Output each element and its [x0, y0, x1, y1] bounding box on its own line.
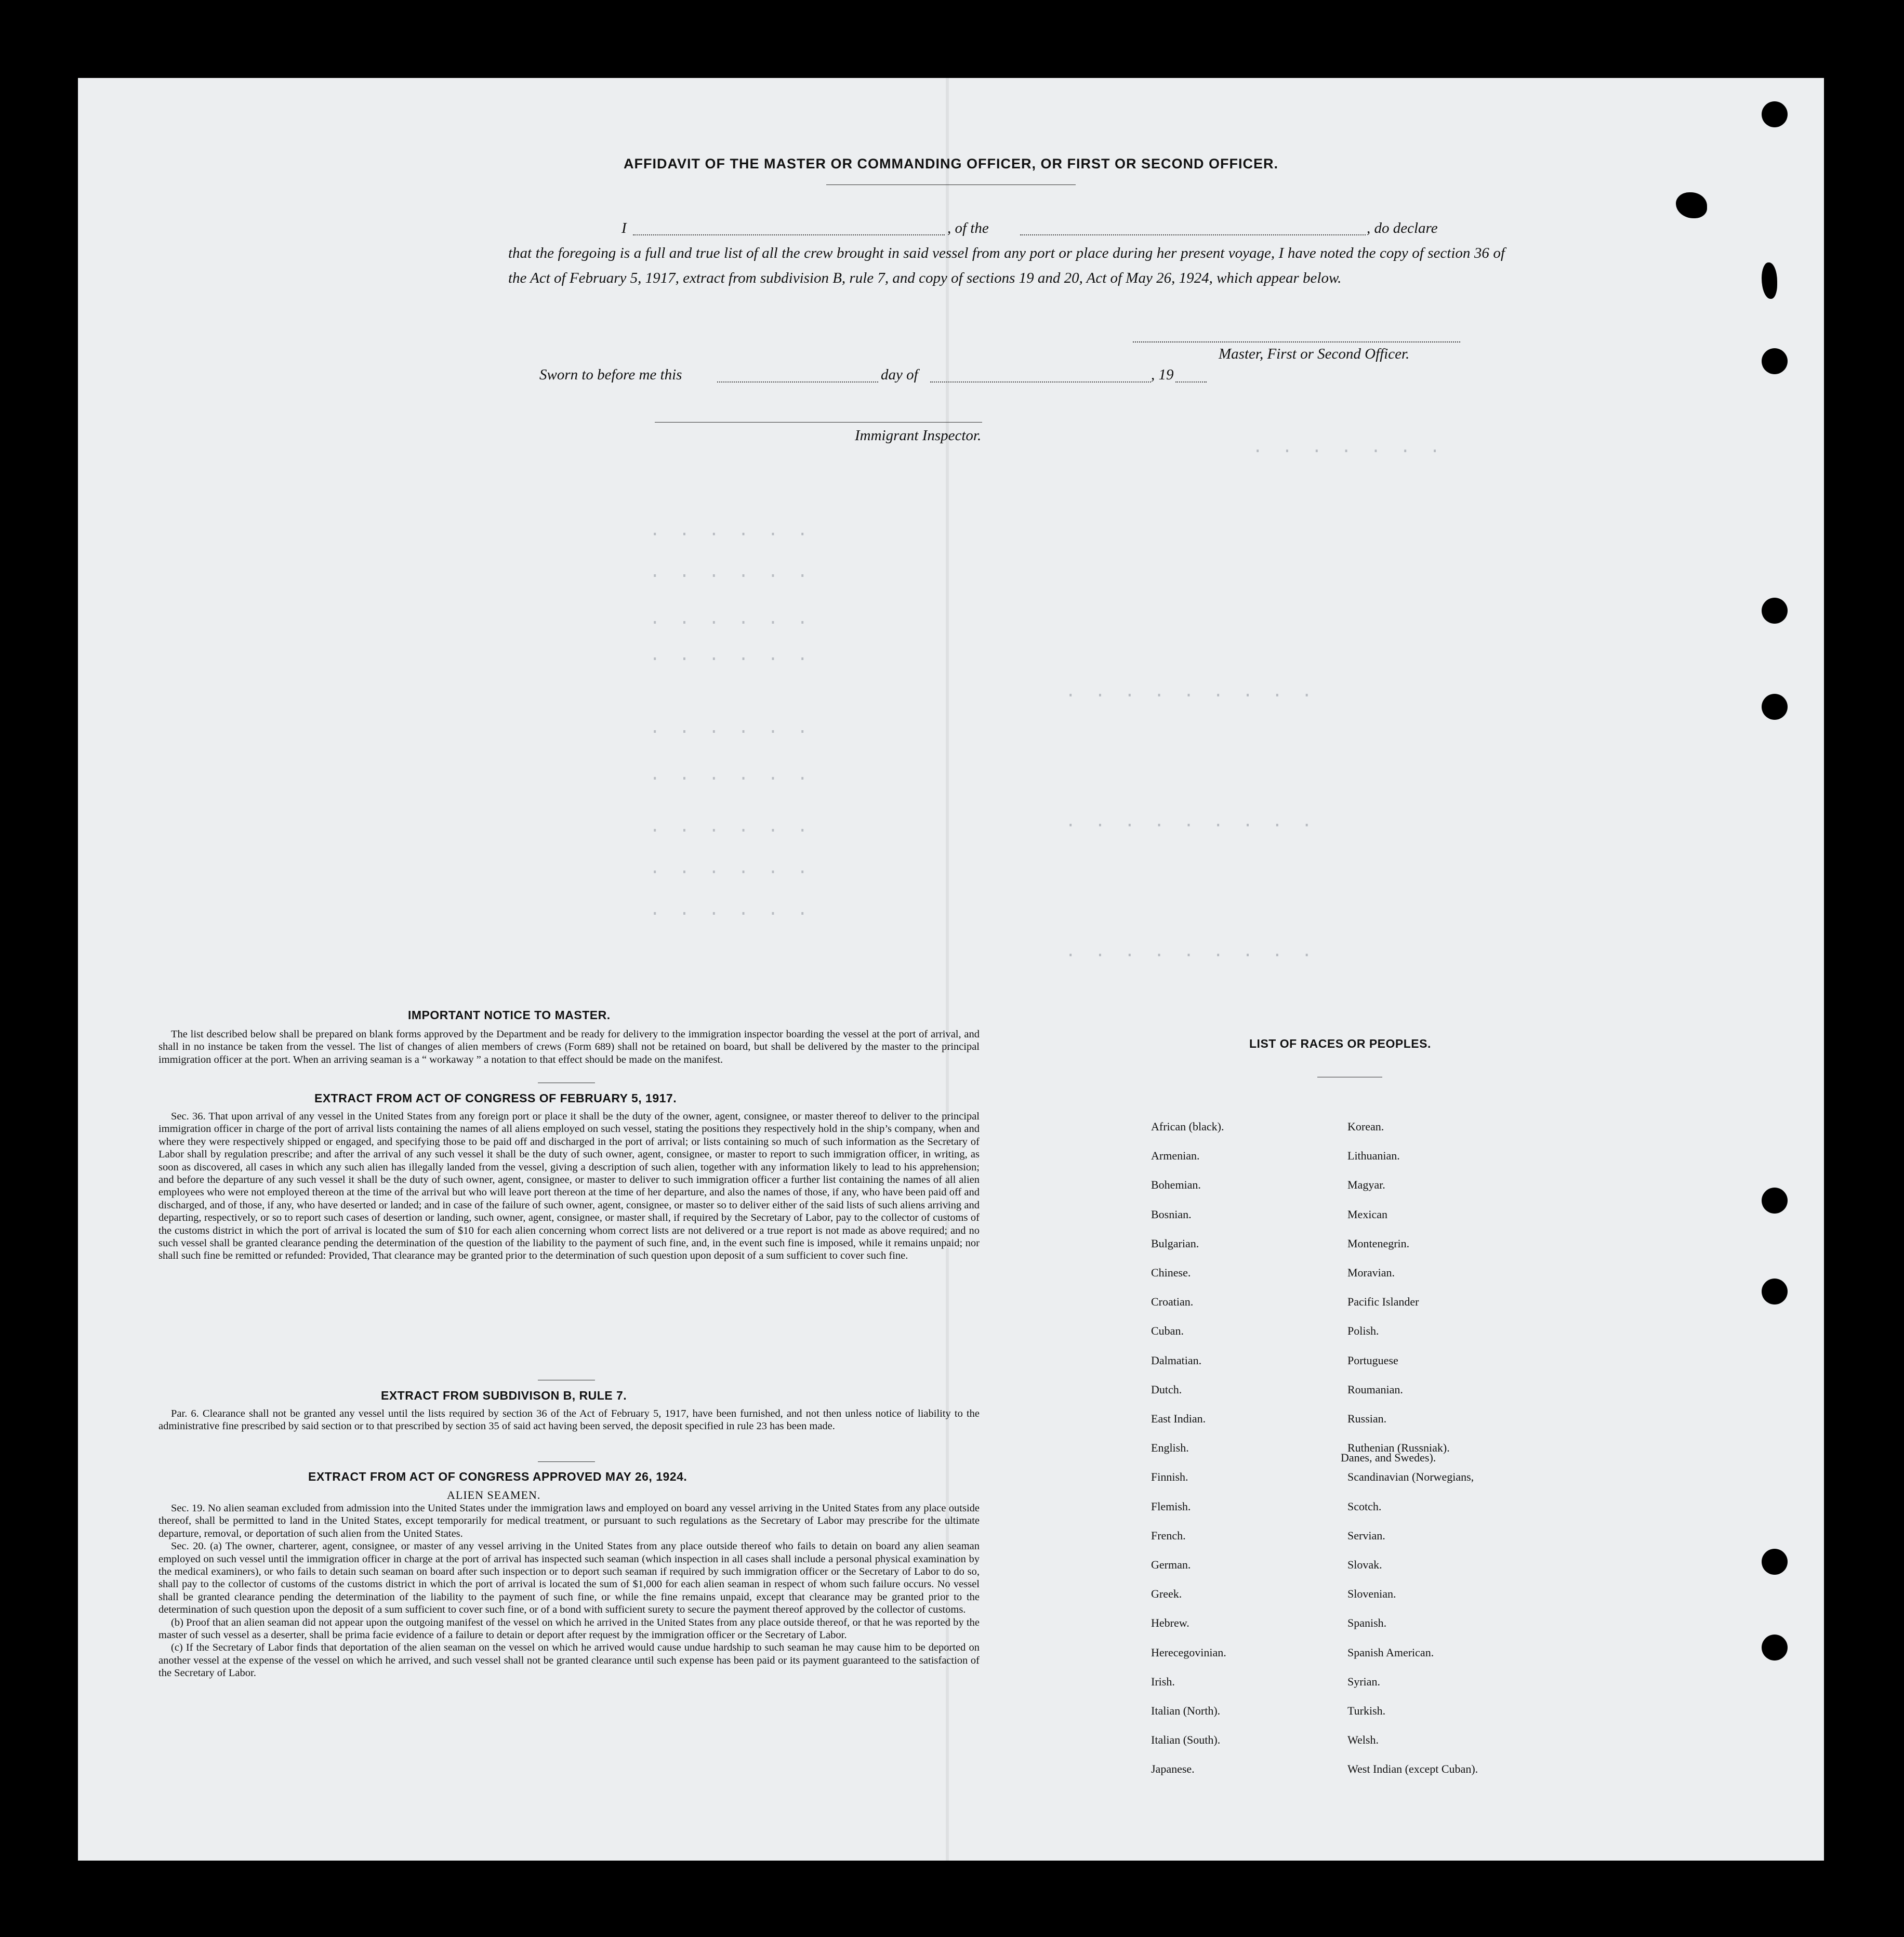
race-item: Ruthenian (Russniak). [1347, 1441, 1450, 1455]
race-item: Slovenian. [1347, 1587, 1396, 1601]
race-item: Bosnian. [1151, 1207, 1192, 1221]
sworn-label: Sworn to before me this [539, 366, 682, 383]
sec20b-paragraph: (b) Proof that an alien seaman did not appear upon the outgoing manifest of the vessel on which he arrived in the United States from any place outside thereof, or that he was reported by the master of such vessel as a deserter, shall be prima facie evidence of a failure to detain or deport after request by the immigration officer or the Secretary of Labor. [158, 1616, 980, 1641]
race-item: Pacific Islander [1347, 1295, 1419, 1309]
race-item: Chinese. [1151, 1266, 1191, 1279]
race-item: Cuban. [1151, 1324, 1184, 1338]
race-item: Scandinavian (Norwegians, [1347, 1470, 1474, 1484]
race-item: Bohemian. [1151, 1178, 1201, 1192]
extract-1917-text [158, 1110, 980, 1262]
sec20a-paragraph: Sec. 20. (a) The owner, charterer, agent, consignee, or master of any vessel arriving in the United States from any place outside thereof who fails to detain on board any alien seaman employed on such vessel until the immigration officer in charge at the port of arrival has inspected such seaman (which inspection in all cases shall include a personal physical examination by the medical examiners), or who fails to detain such seaman on board after such inspection or to deport such seaman if required by such immigration officer or the Secretary of Labor to do so, shall pay to the collector of customs of the customs district in which the port of arrival is located the sum of $1,000 for each alien seaman in respect of whom such failure occurs. No vessel shall be granted clearance pending the determination of the liability to the payment of such fine, or while the fine remains unpaid, except that clearance may be granted prior to the determination of such question upon the deposit of a sum sufficient to cover such fine, or of a bond with sufficient surety to secure the payment thereof approved by the collector of customs. [158, 1540, 980, 1616]
extract-1917-paragraph: Sec. 36. That upon arrival of any vessel in the United States from any foreign port or place it shall be the duty of the owner, agent, consignee, or master thereof to deliver to the principal immigration officer in charge of the port of arrival lists containing the names of all aliens employed on such vessel, stating the positions they respectively hold in the ship’s company, when and where they were respectively shipped or engaged, and specifying those to be paid off and discharged in the port of arrival; or lists containing so much of such information as the Secretary of Labor shall by regulation prescribe; and after the arrival of any such vessel it shall be the duty of such owner, agent, consignee, or master to report to such immigration officer, in writing, as soon as discovered, all cases in which any such alien has illegally landed from the vessel, giving a description of such alien, together with any information likely to lead to his apprehension; and before the departure of any such vessel it shall be the duty of such owner, agent, consignee, or master to deliver to such immigration officer a further list containing the names of all alien employees who were not employed thereon at the time of the arrival but who will leave port thereon at the time of her departure, and also the names of those, if any, who have been paid off and discharged, and of those, if any, who have deserted or landed; and in case of the failure of such owner, agent, consignee, or master so to deliver either of the said lists of such aliens arriving and departing, respectively, or so to report such cases of desertion or landing, such owner, agent, consignee, or master shall, if required by the Secretary of Labor, pay to the collector of customs of the customs district in which the port of arrival is located the sum of $10 for each alien concerning whom correct lists are not delivered or a true report is not made as above required; and no such vessel shall be granted clearance pending the determination of the question of the liability to the payment of such fine, and, in the event such fine is imposed, while it remains unpaid; nor shall such fine be remitted or refunded: Provided, That clearance may be granted prior to the determination of such question upon deposit of a sum sufficient to cover such fine. [158, 1111, 980, 1262]
vessel-blank[interactable] [1020, 234, 1366, 235]
race-item: African (black). [1151, 1120, 1224, 1133]
race-item: Moravian. [1347, 1266, 1395, 1279]
race-item: English. [1151, 1441, 1189, 1455]
race-item: Welsh. [1347, 1733, 1379, 1747]
affidavit-body [508, 216, 1505, 291]
affidavit-statement: that the foregoing is a full and true list of all the crew brought in said vessel from any port or place during her present voyage, I have noted the copy of section 36 of the Act of February 5, 1917, extract from subdivision B, rule 7, and copy of sections 19 and 20, Act of May 26, 1924, which appear below. [508, 245, 1505, 286]
race-item: Korean. [1347, 1120, 1384, 1133]
race-item: Italian (North). [1151, 1704, 1221, 1717]
race-item: Lithuanian. [1347, 1149, 1400, 1163]
race-item: Turkish. [1347, 1704, 1386, 1717]
punch-hole [1762, 1188, 1788, 1214]
race-item: Scotch. [1347, 1499, 1382, 1513]
race-item: Dutch. [1151, 1382, 1182, 1396]
notice-title: IMPORTANT NOTICE TO MASTER. [408, 1008, 611, 1022]
extract-1924-text [158, 1502, 980, 1680]
extract-1924-title: EXTRACT FROM ACT OF CONGRESS APPROVED MAY 26, 1924. [308, 1470, 687, 1483]
race-item: Greek. [1151, 1587, 1182, 1601]
name-blank[interactable] [633, 234, 945, 235]
notice-text [158, 1028, 980, 1066]
race-item-continuation: Danes, and Swedes). [1341, 1451, 1436, 1464]
signature-line[interactable] [1133, 341, 1460, 342]
day-of-label: day of [881, 366, 918, 383]
inspector-line[interactable] [655, 422, 982, 423]
affidavit-title: AFFIDAVIT OF THE MASTER OR COMMANDING OFFICER, OR FIRST OR SECOND OFFICER. [624, 156, 1278, 172]
inspector-label: Immigrant Inspector. [855, 427, 982, 444]
races-title: LIST OF RACES OR PEOPLES. [1249, 1037, 1431, 1050]
notice-paragraph: The list described below shall be prepared on blank forms approved by the Department and be ready for delivery to the immigration inspector boarding the vessel at the port of arrival, and shall in no instance be taken from the vessel. The list of changes of alien members of crews (Form 689) shall not be retained on board, but shall be delivered by the master to the principal immigration officer at the port. When an arriving seaman is a “ workaway ” a notation to that effect should be made on the manifest. [158, 1029, 980, 1065]
extract-rule7-title: EXTRACT FROM SUBDIVISON B, RULE 7. [381, 1389, 627, 1402]
race-item: French. [1151, 1528, 1186, 1542]
document-page: · · · · · · · · · · · · · · · · · · · · · · · · · · · · · · · · · · · · · · · · · · · · · · · · · · · · · · · · · · · · · · · · · · · · · · · · · · · · · · · · · · · · · · · · AFFIDAVIT OF THE MASTER OR COMMANDING OFFICER, OR FIRST OR SECOND OFFICER. I , of the , do declare that the foregoing is a full and true list of all the crew brought in said vessel from any port or place during her present voyage, I have noted the copy of section 36 of the Act of February 5, 1917, extract from subdivision B, rule 7, and copy of sections 19 and 20, Act of May 26, 1924, which appear below. Master, First or Second Officer. Sworn to before me this day of , 19 Immigrant Inspector. IMPORTANT NOTICE TO MASTER. The list described below shall be prepared on blank forms approved by the Department and be ready for delivery to the immigration inspector boarding the vessel at the port of arrival, and shall in no instance be taken from the vessel. The list of changes of alien members of crews (Form 689) shall not be retained on board, but shall be delivered by the master to the principal immigration officer at the port. When an arriving seaman is a “ workaway ” a notation to that effect should be made on the manifest. EXTRACT FROM ACT OF CONGRESS OF FEBRUARY 5, 1917. Sec. 36. That upon arrival of any vessel in the United States from any foreign port or place it shall be the duty of the owner, agent, consignee, or master thereof to deliver to the principal immigration officer in charge of the port of arrival lists containing the names of all aliens employed on such vessel, stating the positions they respectively hold in the ship’s company, when and where they were respectively shipped or engaged, and specifying those to be paid off and discharged in the port of arrival; or lists containing so much of such information as the Secretary of Labor shall by regulation prescribe; and after the arrival of any such vessel it shall be the duty of such owner, agent, consignee, or master to report to such immigration officer, in writing, as soon as discovered, all cases in which any such alien has illegally landed from the vessel, giving a description of such alien, together with any information likely to lead to his apprehension; and before the departure of any such vessel it shall be the duty of such owner, agent, consignee, or master to deliver to such immigration officer a further list containing the names of all alien employees who were not employed thereon at the time of the arrival but who will leave port thereon at the time of her departure, and also the names of those, if any, who have been paid off and discharged, and of those, if any, who have deserted or landed; and in case of the failure of such owner, agent, consignee, or master so to deliver either of the said lists of such aliens arriving and departing, respectively, or so to report such cases of desertion or landing, such owner, agent, consignee, or master shall, if required by the Secretary of Labor, pay to the collector of customs of the customs district in which the port of arrival is located the sum of $10 for each alien concerning whom correct lists are not delivered or a true report is not made as above required; and no such vessel shall be granted clearance pending the determination of the question of the liability to the payment of such fine, and, in the event such fine is imposed, while it remains unpaid; nor shall such fine be remitted or refunded: Provided, That clearance may be granted prior to the determination of such question upon deposit of a sum sufficient to cover such fine. EXTRACT FROM SUBDIVISON B, RULE 7. Par. 6. Clearance shall not be granted any vessel until the lists required by section 36 of the Act of February 5, 1917, have been furnished, and not then unless notice of liability to the administrative fine prescribed by said section or to that prescribed by section 35 of said act having been served, the deposit specified in rule 23 has been made. EXTRACT FROM ACT OF CONGRESS APPROVED MAY 26, 1924. ALIEN SEAMEN. Sec. 19. No alien seaman excluded from admission into the United States under the immigration laws and employed on board any vessel arriving in the United States from any place outside thereof, shall be permitted to land in the United States, except temporarily for medical treatment, or pursuant to such regulations as the Secretary of Labor may prescribe for the ultimate departure, removal, or deportation of such alien from the United States. Sec. 20. (a) The owner, charterer, agent, consignee, or master of any vessel arriving in the United States from any place outside thereof who fails to detain on board any alien seaman employed on such vessel until the immigration officer in charge at the port of arrival has inspected such seaman (which inspection in all cases shall include a personal physical examination by the medical examiners), or who fails to detain such seaman on board after such inspection or to deport such seaman if required by such immigration officer or the Secretary of Labor to do so, shall pay to the collector of customs of the customs district in which the port of arrival is located the sum of $1,000 for each alien seaman in respect of whom such failure occurs. No vessel shall be granted clearance pending the determination of the liability to the payment of such fine, or while the fine remains unpaid, except that clearance may be granted prior to the determination of such question upon the deposit of a sum sufficient to cover such fine, or of a bond with sufficient surety to secure the payment thereof approved by the collector of customs. (b) Proof that an alien seaman did not appear upon the outgoing manifest of the vessel on which he arrived in the United States from any place outside thereof, or that he was reported by the master of such vessel as a deserter, shall be prima facie evidence of a failure to detain or deport after request by the immigration officer or the Secretary of Labor. (c) If the Secretary of Labor finds that deportation of the alien seaman on the vessel on which he arrived would cause undue hardship to such seaman he may cause him to be deported on another vessel at the expense of the vessel on which he arrived, and such vessel shall not be granted clearance until such expense has been paid or its payment guaranteed to the satisfaction of the Secretary of Labor. LIST OF RACES OR PEOPLES. African (black). Armenian. Bohemian. Bosnian. Bulgarian. Chinese. Croatian. Cuban. Dalmatian. Dutch. East Indian. English. Finnish. Flemish. French. German. Greek. Hebrew. Herecegovinian. Irish. Italian (North). Italian (South). Japanese. Korean. Lithuanian. Magyar. Mexican Montenegrin. Moravian. Pacific Islander Polish. Portuguese Roumanian. Russian. Ruthenian (Russniak). Scandinavian (Norwegians, Scotch. Servian. Slovak. Slovenian. Spanish. Spanish American. Syrian. Turkish. Welsh. West Indian (except Cuban). Danes, and Swedes). [78, 78, 1824, 1861]
affidavit-of-the-label: , of the [947, 220, 989, 236]
race-item: Croatian. [1151, 1295, 1194, 1309]
race-item: Irish. [1151, 1675, 1175, 1688]
affidavit-declare-label: , do declare [1367, 220, 1438, 236]
punch-hole [1762, 1279, 1788, 1304]
year-blank[interactable] [1175, 381, 1207, 383]
race-item: Polish. [1347, 1324, 1379, 1338]
year-prefix: , 19 [1151, 366, 1174, 383]
race-item: Magyar. [1347, 1178, 1385, 1192]
race-item: West Indian (except Cuban). [1347, 1762, 1478, 1776]
race-item: Japanese. [1151, 1762, 1195, 1776]
race-item: Spanish. [1347, 1616, 1387, 1630]
race-item: Herecegovinian. [1151, 1645, 1226, 1659]
affidavit-i-label: I [622, 220, 627, 236]
race-item: Russian. [1347, 1412, 1387, 1425]
race-item: Montenegrin. [1347, 1236, 1410, 1250]
race-item: Mexican [1347, 1207, 1387, 1221]
punch-hole [1762, 1635, 1788, 1661]
punch-hole [1762, 694, 1788, 720]
section-rule [538, 1461, 595, 1462]
race-item: Flemish. [1151, 1499, 1191, 1513]
race-item: Dalmatian. [1151, 1353, 1202, 1367]
extract-rule7-paragraph: Par. 6. Clearance shall not be granted any vessel until the lists required by section 36 of the Act of February 5, 1917, have been furnished, and not then unless notice of liability to the administrative fine prescribed by said section or to that prescribed by section 35 of said act having been served, the deposit specified in rule 23 has been made. [158, 1408, 980, 1432]
punch-hole [1762, 348, 1788, 374]
affidavit-first-line [508, 216, 1505, 241]
ink-blot [1762, 262, 1777, 299]
month-blank[interactable] [930, 381, 1151, 383]
day-blank[interactable] [717, 381, 878, 383]
punch-hole [1762, 101, 1788, 127]
race-item: Syrian. [1347, 1675, 1380, 1688]
extract-rule7-text [158, 1407, 980, 1433]
alien-seamen-heading: ALIEN SEAMEN. [447, 1488, 541, 1501]
extract-1917-title: EXTRACT FROM ACT OF CONGRESS OF FEBRUARY 5, 1917. [314, 1091, 677, 1105]
ink-blot [1676, 192, 1707, 218]
race-item: Portuguese [1347, 1353, 1398, 1367]
race-item: Roumanian. [1347, 1382, 1403, 1396]
race-item: Slovak. [1347, 1558, 1382, 1571]
race-item: Finnish. [1151, 1470, 1188, 1484]
punch-hole [1762, 598, 1788, 624]
punch-hole [1762, 1549, 1788, 1575]
sec20c-paragraph: (c) If the Secretary of Labor finds that deportation of the alien seaman on the vessel on which he arrived would cause undue hardship to such seaman he may cause him to be deported on another vessel at the expense of the vessel on which he arrived, and such vessel shall not be granted clearance until such expense has been paid or its payment guaranteed to the satisfaction of the Secretary of Labor. [158, 1642, 980, 1679]
sec19-paragraph: Sec. 19. No alien seaman excluded from admission into the United States under the immigration laws and employed on board any vessel arriving in the United States from any place outside thereof, shall be permitted to land in the United States, except temporarily for medical treatment, or pursuant to such regulations as the Secretary of Labor may prescribe for the ultimate departure, removal, or deportation of such alien from the United States. [158, 1503, 980, 1539]
race-item: German. [1151, 1558, 1191, 1571]
race-item: Armenian. [1151, 1149, 1200, 1163]
signature-label: Master, First or Second Officer. [1219, 346, 1410, 362]
race-item: Hebrew. [1151, 1616, 1189, 1630]
race-item: Italian (South). [1151, 1733, 1221, 1747]
race-item: Servian. [1347, 1528, 1385, 1542]
race-item: East Indian. [1151, 1412, 1206, 1425]
race-item: Bulgarian. [1151, 1236, 1199, 1250]
race-item: Spanish American. [1347, 1645, 1434, 1659]
